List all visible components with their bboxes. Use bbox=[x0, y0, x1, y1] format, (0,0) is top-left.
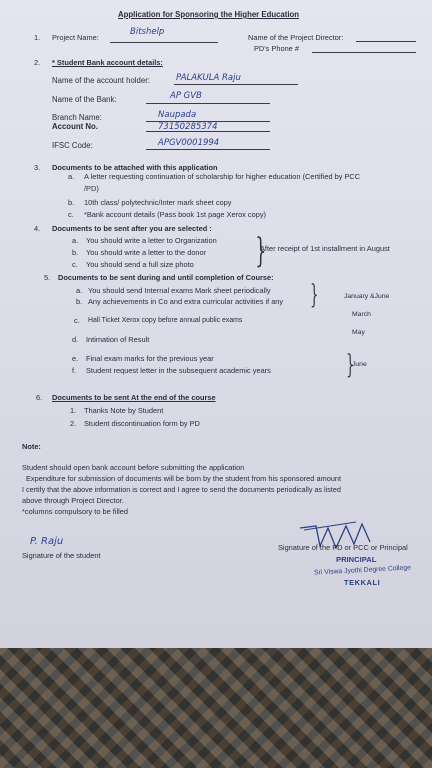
during-course-c-marker: c. bbox=[74, 316, 80, 325]
attachment-a-line2: /PD) bbox=[84, 184, 99, 193]
section-5-number: 5. bbox=[44, 273, 51, 282]
branch-name-value: Naupada bbox=[158, 110, 197, 120]
after-selection-a-marker: a. bbox=[72, 236, 79, 245]
attachment-b-text: 10th class/ polytechnic/Inter mark sheet copy bbox=[84, 198, 232, 207]
attachment-c-marker: c. bbox=[68, 210, 74, 219]
during-course-ab-brace: } bbox=[310, 280, 319, 310]
during-course-a-text: You should send Internal exams Mark sheet periodically bbox=[88, 286, 271, 295]
section-2-number: 2. bbox=[34, 58, 41, 67]
student-signature-label: Signature of the student bbox=[22, 551, 101, 560]
section-3-number: 3. bbox=[34, 163, 41, 172]
during-course-heading: Documents to be sent during and until completion of Course: bbox=[58, 273, 274, 282]
note-line-5: *columns compulsory to be filled bbox=[22, 507, 128, 516]
section-6-number: 6. bbox=[36, 393, 43, 402]
branch-name-label: Branch Name: bbox=[52, 113, 102, 122]
during-course-b-text: Any achievements in Co and extra curricular activities if any bbox=[88, 297, 284, 306]
note-label: Note: bbox=[22, 442, 41, 451]
end-course-item-2-marker: 2. bbox=[70, 419, 77, 428]
during-course-c-note: March bbox=[352, 311, 371, 318]
after-selection-c-marker: c. bbox=[72, 260, 78, 269]
after-selection-brace: } bbox=[255, 231, 267, 271]
during-course-c-text: Hall Ticket Xerox copy before annual public exams bbox=[88, 317, 243, 324]
end-course-item-1-marker: 1. bbox=[70, 406, 77, 415]
attachment-b-marker: b. bbox=[68, 198, 75, 207]
principal-stamp-town: TEKKALI bbox=[344, 578, 381, 587]
after-selection-b-marker: b. bbox=[72, 248, 79, 257]
during-course-ef-note: June bbox=[352, 361, 367, 368]
during-course-d-note: May bbox=[352, 329, 365, 336]
during-course-d-marker: d. bbox=[72, 335, 79, 344]
ifsc-value: APGV0001994 bbox=[158, 138, 220, 148]
document-title: Application for Sponsoring the Higher Education bbox=[118, 10, 300, 19]
bank-details-heading: * Student Bank account details: bbox=[52, 58, 163, 67]
note-line-3: I certify that the above information is correct and I agree to send the documents periodically as listed bbox=[22, 485, 341, 494]
account-holder-line bbox=[174, 84, 298, 85]
after-selection-heading: Documents to be sent after you are selected : bbox=[52, 224, 212, 233]
after-selection-a-text: You should write a letter to Organization bbox=[86, 236, 217, 245]
pd-signature-label: Signature of the PD or PCC or Principal bbox=[278, 543, 408, 552]
project-name-line bbox=[110, 42, 218, 43]
end-course-item-2: Student discontinuation form by PD bbox=[84, 419, 200, 428]
section-1-number: 1. bbox=[34, 33, 41, 42]
end-course-item-1: Thanks Note by Student bbox=[84, 406, 164, 415]
project-name-label: Project Name: bbox=[52, 33, 99, 42]
during-course-f-marker: f. bbox=[72, 366, 77, 375]
after-selection-note: After receipt of 1st installment in August bbox=[260, 244, 390, 253]
principal-stamp-title: PRINCIPAL bbox=[336, 555, 377, 564]
account-holder-label: Name of the account holder: bbox=[52, 76, 150, 85]
after-selection-b-text: You should write a letter to the donor bbox=[86, 248, 207, 257]
bank-name-value: AP GVB bbox=[170, 91, 202, 101]
bank-name-label: Name of the Bank: bbox=[52, 95, 117, 104]
after-selection-c-text: You should send a full size photo bbox=[86, 260, 194, 269]
during-course-b-marker: b. bbox=[76, 297, 83, 306]
project-name-value: Bitshelp bbox=[130, 27, 165, 37]
during-course-d-text: Intimation of Result bbox=[86, 335, 150, 344]
during-course-f-text: Student request letter in the subsequent academic years bbox=[86, 366, 271, 375]
pd-phone-label: PD's Phone # bbox=[254, 44, 299, 53]
student-signature: P. Raju bbox=[30, 536, 64, 547]
account-number-label: Account No. bbox=[52, 122, 98, 131]
during-course-e-text: Final exam marks for the previous year bbox=[86, 354, 214, 363]
project-director-label: Name of the Project Director: bbox=[248, 33, 344, 42]
background-carpet bbox=[0, 648, 432, 768]
account-holder-value: PALAKULA Raju bbox=[176, 73, 241, 83]
note-line-1: Student should open bank account before submitting the application bbox=[22, 463, 245, 472]
attachments-heading: Documents to be attached with this application bbox=[52, 163, 218, 172]
project-director-line bbox=[356, 41, 416, 42]
attachment-a-line1: A letter requesting continuation of scholarship for higher education (Certified by PCC bbox=[84, 172, 361, 181]
attachment-c-text: *Bank account details (Pass book 1st page Xerox copy) bbox=[84, 210, 266, 219]
end-course-heading: Documents to be sent At the end of the course bbox=[52, 393, 216, 402]
attachment-a-marker: a. bbox=[68, 172, 75, 181]
note-line-2: Expenditure for submission of documents will be born by the student from his sponsored amount bbox=[26, 474, 342, 483]
bank-name-line bbox=[146, 103, 270, 104]
pd-phone-line bbox=[312, 52, 416, 53]
during-course-ef-brace: } bbox=[346, 350, 355, 380]
note-line-4: above through Project Director. bbox=[22, 496, 124, 505]
account-number-value: 73150285374 bbox=[158, 122, 218, 132]
ifsc-label: IFSC Code: bbox=[52, 141, 93, 150]
ifsc-line bbox=[146, 149, 270, 150]
principal-stamp-college: Sri Viswa Jyothi Degree College bbox=[313, 564, 412, 577]
during-course-e-marker: e. bbox=[72, 354, 79, 363]
section-4-number: 4. bbox=[34, 224, 41, 233]
during-course-ab-note: January &June bbox=[344, 293, 390, 300]
during-course-a-marker: a. bbox=[76, 286, 83, 295]
